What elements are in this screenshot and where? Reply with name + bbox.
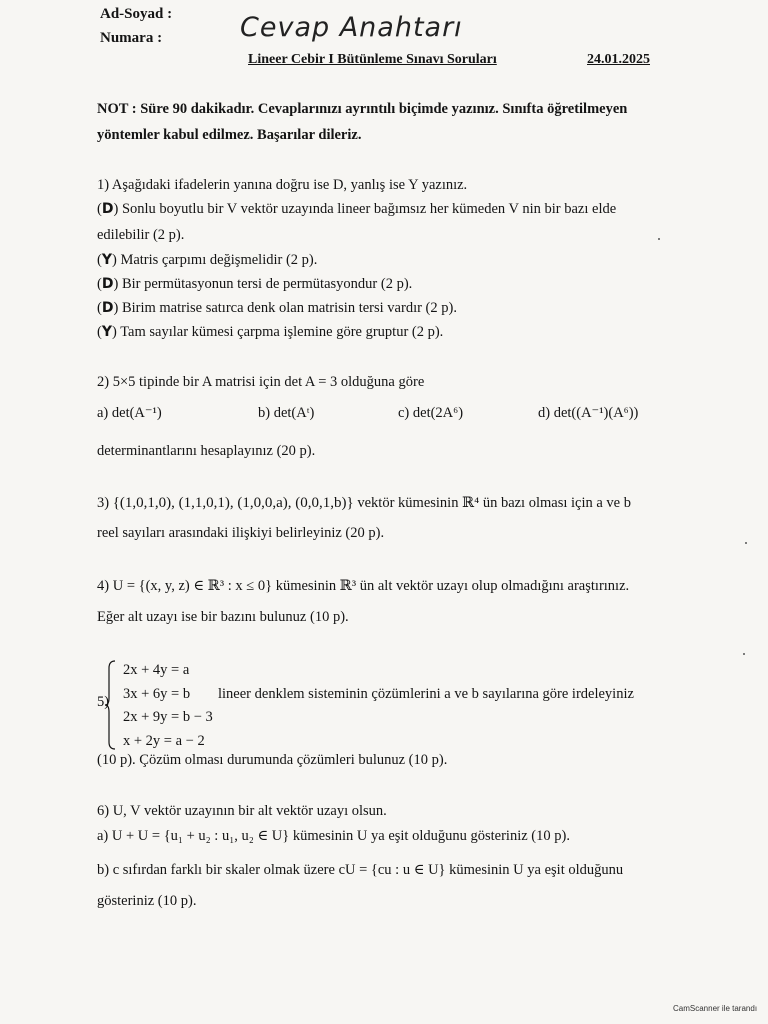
q1-intro: 1) Aşağıdaki ifadelerin yanına doğru ise D, yanlış ise Y yazınız.	[97, 177, 468, 193]
exam-date: 24.01.2025	[587, 52, 650, 67]
q1-item-1-cont: edilebilir (2 p).	[97, 227, 185, 243]
note-line-1: NOT : Süre 90 dakikadır. Cevaplarınızı ayrıntılı biçimde yazınız. Sınıfta öğretilmeyen	[97, 101, 628, 117]
scan-speck	[743, 653, 745, 655]
q6-b-text: kümesinin U ya eşit olduğunu	[449, 862, 624, 878]
q2-intro: 2) 5×5 tipinde bir A matrisi için det A = 3 olduğuna göre	[97, 374, 425, 390]
q6-a-label: a)	[97, 828, 109, 844]
q2-outro: determinantlarını hesaplayınız (20 p).	[97, 443, 316, 459]
q2-part-b: b) det(Aᵗ)	[258, 405, 315, 421]
q1-item-2-text: Matris çarpımı değişmelidir (2 p).	[120, 252, 318, 268]
q5-equation-system	[117, 659, 213, 753]
q3-text: vektör kümesinin ℝ⁴ ün bazı olması için a ve b	[357, 495, 631, 511]
scan-speck	[745, 542, 747, 544]
q1-item-1-answer: D	[101, 201, 114, 217]
q5-line-2: (10 p). Çözüm olması durumunda çözümleri bulunuz (10 p).	[97, 752, 448, 768]
q1-item-3: (D) Bir permütasyonun tersi de permütasyondur (2 p).	[97, 276, 413, 292]
q1-item-5: (Y) Tam sayılar kümesi çarpma işlemine göre gruptur (2 p).	[97, 324, 444, 340]
name-label: Ad-Soyad :	[100, 6, 173, 22]
q5-equation-2: 3x + 6y = b	[123, 685, 191, 702]
scan-speck	[658, 238, 660, 240]
q4-set: U = {(x, y, z) ∈ ℝ³ : x ≤ 0}	[112, 578, 273, 594]
q6-b-math: cU = {cu : u ∈ U}	[338, 862, 446, 878]
q1-item-4-text: Birim matrise satırca denk olan matrisin tersi vardır (2 p).	[121, 300, 457, 316]
q2-part-c: c) det(2A⁶)	[398, 405, 464, 421]
q5-equation-1: 2x + 4y = a	[123, 662, 190, 678]
q1-item-4: (D) Birim matrise satırca denk olan matrisin tersi vardır (2 p).	[97, 300, 457, 316]
q3-number: 3)	[97, 495, 110, 511]
q6-intro: 6) U, V vektör uzayının bir alt vektör uzayı olsun.	[97, 803, 387, 819]
q5-number: 5)	[97, 694, 110, 710]
camscanner-watermark: CamScanner ile tarandı	[673, 1004, 758, 1013]
q1-item-5-text: Tam sayılar kümesi çarpma işlemine göre gruptur (2 p).	[120, 324, 444, 340]
q1-item-4-answer: D	[101, 300, 114, 316]
q3-vector-set: {(1,0,1,0), (1,1,0,1), (1,0,0,a), (0,0,1,b)}	[112, 495, 354, 511]
q4-line-1	[97, 578, 629, 595]
q3-line-2: reel sayıları arasındaki ilişkiyi belirleyiniz (20 p).	[97, 525, 385, 541]
q6-b-line-2: gösteriniz (10 p).	[97, 893, 197, 909]
q6-a-math: U + U = {u₁ + u₂ : u₁, u₂ ∈ U}	[111, 828, 290, 844]
exam-title: Lineer Cebir I Bütünleme Sınavı Soruları	[248, 52, 497, 67]
q2-part-d: d) det((A⁻¹)(A⁶))	[538, 405, 639, 421]
q1-item-5-answer: Y	[101, 324, 112, 340]
q6-a-text: kümesinin U ya eşit olduğunu gösteriniz (10 p).	[292, 828, 570, 844]
q4-number: 4)	[97, 578, 110, 594]
q1-item-2-answer: Y	[101, 252, 112, 268]
q1-item-3-text: Bir permütasyonun tersi de permütasyondur (2 p).	[121, 276, 413, 292]
q2-part-a: a) det(A⁻¹)	[97, 405, 162, 421]
q4-text: kümesinin ℝ³ ün alt vektör uzayı olup olmadığını araştırınız.	[275, 578, 630, 594]
system-brace	[104, 660, 116, 750]
q4-line-2: Eğer alt uzayı ise bir bazını bulunuz (10 p).	[97, 609, 349, 625]
note-line-2: yöntemler kabul edilmez. Başarılar dileriz.	[97, 127, 362, 143]
q6-b-label: b) c sıfırdan farklı bir skaler olmak üzere	[97, 862, 335, 878]
q1-item-1-text: Sonlu boyutlu bir V vektör uzayında lineer bağımsız her kümeden V nin bir bazı elde	[121, 201, 617, 217]
q5-equation-3: 2x + 9y = b − 3	[123, 709, 213, 725]
q5-text: lineer denklem sisteminin çözümlerini a ve b sayılarına göre irdeleyiniz	[218, 686, 634, 702]
q1-item-2: (Y) Matris çarpımı değişmelidir (2 p).	[97, 252, 318, 268]
q6-part-a	[97, 828, 570, 845]
number-label: Numara :	[100, 30, 163, 46]
handwritten-answer-key: Cevap Anahtarı	[240, 12, 463, 43]
q3-line-1	[97, 495, 631, 512]
q5-equation-4: x + 2y = a − 2	[123, 732, 205, 749]
q6-part-b	[97, 862, 623, 879]
q1-item-1: (D) Sonlu boyutlu bir V vektör uzayında lineer bağımsız her kümeden V nin bir bazı elde	[97, 201, 617, 217]
q1-item-3-answer: D	[101, 276, 114, 292]
